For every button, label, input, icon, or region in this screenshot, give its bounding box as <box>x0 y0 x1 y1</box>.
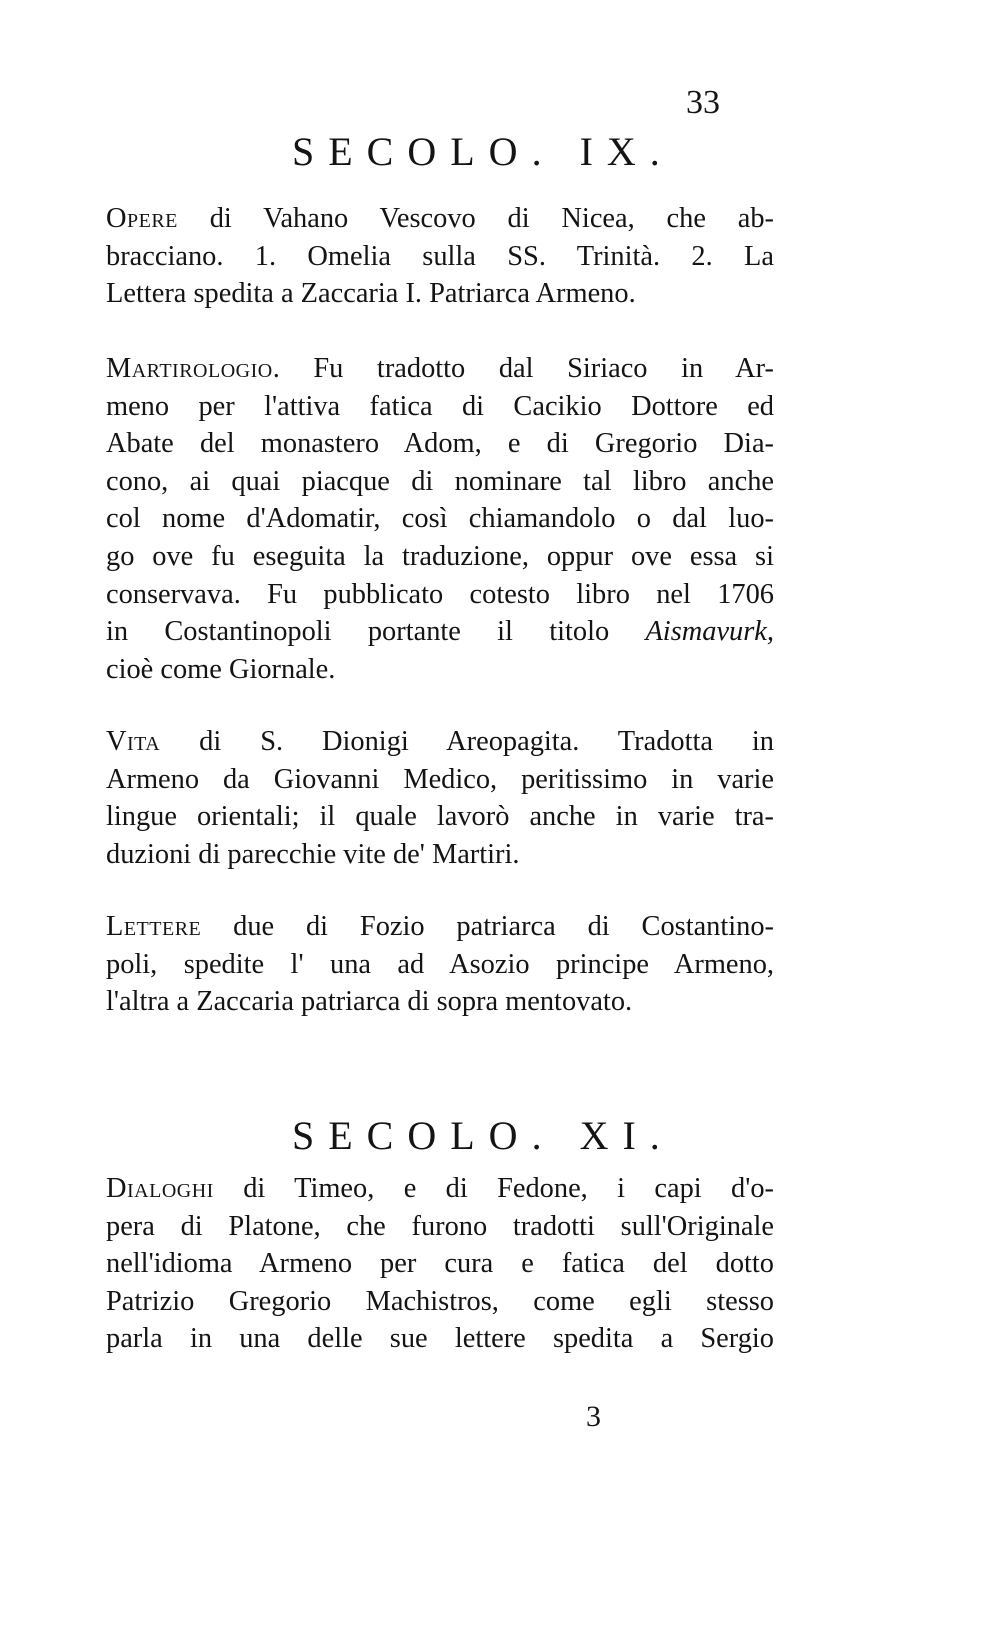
line-text: in Costantinopoli portante il titolo <box>106 616 646 648</box>
text-line <box>106 200 774 238</box>
text-line <box>106 1283 774 1321</box>
line-text: duzioni di parecchie vite de' Martiri. <box>106 838 520 870</box>
italic-title: Aismavurk, <box>645 616 774 648</box>
line-text: go ove fu eseguita la traduzione, oppur ove essa si <box>106 540 774 572</box>
line-text: Lettera spedita a Zaccaria I. Patriarca Armeno. <box>106 278 636 310</box>
line-text: di S. Dionigi Areopagita. Tradotta in <box>160 726 774 757</box>
line-text: due di Fozio patriarca di Costantino- <box>201 911 774 942</box>
entry-lead-word: Martirologio <box>106 353 273 384</box>
entry-lead-word: Lettere <box>106 911 202 942</box>
line-text: Armeno da Giovanni Medico, peritissimo in varie <box>106 763 774 795</box>
text-line <box>106 1170 774 1208</box>
line-text: meno per l'attiva fatica di Cacikio Dottore ed <box>106 390 774 422</box>
text-line <box>106 651 774 689</box>
line-text: col nome d'Adomatir, così chiamandolo o dal luo- <box>106 503 774 535</box>
text-line <box>106 388 774 426</box>
line-text: cono, ai quai piacque di nominare tal libro anche <box>106 465 774 497</box>
text-line <box>106 983 774 1021</box>
line-text: poli, spedite l' una ad Asozio principe Armeno, <box>106 948 774 980</box>
line-text: nell'idioma Armeno per cura e fatica del dotto <box>106 1248 774 1280</box>
line-text: di Timeo, e di Fedone, i capi d'o- <box>213 1173 774 1204</box>
entry-lead-word: Vita <box>106 726 161 757</box>
text-line <box>106 500 774 538</box>
section-heading-xi: SECOLO. XI. <box>292 1113 674 1158</box>
text-line <box>106 576 774 614</box>
text-line <box>106 613 774 651</box>
line-text: bracciano. 1. Omelia sulla SS. Trinità. 2. La <box>106 240 774 272</box>
entry-lead-word: Opere <box>106 203 178 234</box>
ix-entry <box>106 908 774 1021</box>
text-line <box>106 723 774 761</box>
line-text: Patrizio Gregorio Machistros, come egli stesso <box>106 1285 774 1317</box>
line-text: parla in una delle sue lettere spedita a Sergio <box>106 1323 774 1355</box>
text-line <box>106 1320 774 1358</box>
ix-entry <box>106 350 774 688</box>
line-text: lingue orientali; il quale lavorò anche in varie tra- <box>106 801 774 833</box>
line-text: Abate del monastero Adom, e di Gregorio Dia- <box>106 428 774 460</box>
text-line <box>106 1208 774 1246</box>
text-line <box>106 908 774 946</box>
line-text: cioè come Giornale. <box>106 653 336 685</box>
text-line <box>106 275 774 313</box>
line-text: pera di Platone, che furono tradotti sull'Originale <box>106 1210 774 1242</box>
text-line <box>106 761 774 799</box>
line-text: l'altra a Zaccaria patriarca di sopra mentovato. <box>106 986 633 1018</box>
text-line <box>106 350 774 388</box>
line-text: conservava. Fu pubblicato cotesto libro nel 1706 <box>106 578 774 610</box>
text-line <box>106 1245 774 1283</box>
entry-lead-word: Dialoghi <box>106 1173 214 1204</box>
section-heading-ix: SECOLO. IX. <box>292 129 674 174</box>
ix-entry <box>106 723 774 873</box>
text-line <box>106 946 774 984</box>
ix-entry <box>106 200 774 313</box>
text-line <box>106 425 774 463</box>
text-line <box>106 798 774 836</box>
text-line <box>106 463 774 501</box>
signature-mark: 3 <box>586 1400 601 1433</box>
text-line <box>106 538 774 576</box>
line-text: di Vahano Vescovo di Nicea, che ab- <box>177 203 774 234</box>
text-line <box>106 836 774 874</box>
xi-entry <box>106 1170 774 1358</box>
text-line <box>106 238 774 276</box>
page-number: 33 <box>686 84 720 121</box>
line-text: . Fu tradotto dal Siriaco in Ar- <box>272 353 774 384</box>
